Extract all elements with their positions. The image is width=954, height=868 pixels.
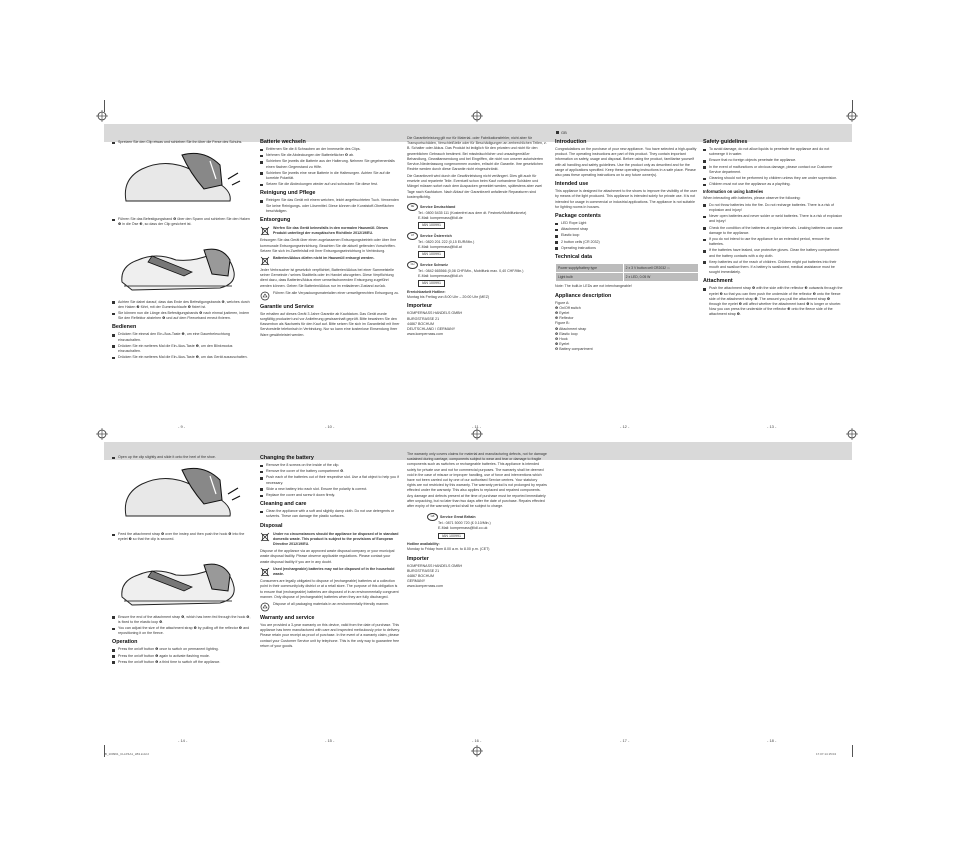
service-mail: E-Mail: kompernass@lidl.ch (418, 274, 463, 279)
list-item: Operating instructions (555, 246, 700, 251)
section-heading: Attachment (703, 278, 733, 285)
shoe-clip-figure (112, 149, 244, 213)
instruction-item: Press the on/off button ❶ a third time to switch off the appliance. (112, 660, 252, 665)
list-item: Cleaning should not be performed by children unless they are under supervision. (703, 176, 843, 181)
service-name: Service Österreich (420, 233, 452, 238)
hotline-hours: Monday to Friday from 8.00 a.m. to 8.00 p.m. (CET) (407, 547, 490, 552)
crossed-bin-icon (260, 226, 270, 236)
list-item: Attachment strap (555, 227, 700, 232)
paragraph: Die Garantieleistung gilt nur für Material- oder Fabrikationsfehler, nicht aber für Transportschäden, Verschleißteile oder für Beschädigungen an zerbrechlichen Teilen, z. B. Schalter oder Akkus. Das Produkt ist lediglich für den privaten und nicht für den gewerblichen Gebrauch bestimmt. Bei missbräuchlicher und unsachgemäßer Behandlung, Gewaltanwendung und bei Eingriffen, die nicht von unserer autorisierten Service-Niederlassung vorgenommen wurden, erlischt die Garantie. Ihre gesetzlichen Rechte werden durch diese Garantie nicht eingeschränkt. (407, 136, 547, 172)
battery-warning (260, 567, 400, 577)
service-tel: Tel.: 0800 5435 111 (Kostenfrei aus dem dt. Festnetz/Mobilfunknetz) (418, 210, 527, 215)
service-mail: E-Mail: kompernass@lidl.co.uk (438, 526, 488, 531)
crop-mark (104, 100, 105, 112)
registration-mark-mid-center (471, 428, 483, 440)
table-cell: 2 x LED, 0.05 W (623, 273, 698, 282)
service-mail: E-Mail: kompernass@lidl.de (418, 216, 463, 221)
warning-text: Werfen Sie das Gerät keinesfalls in den normalen Hausmüll. Dieses Produkt unterliegt der europäischen Richtlinie 2012/19/EU. (273, 226, 388, 236)
list-item: If the batteries have leaked, use protective gloves. Clean the battery compartment and the battery contacts with a dry cloth. (703, 248, 843, 258)
instruction-item: Press the on/off button ❶ again to activate flashing mode. (112, 654, 252, 659)
importer-line: KOMPERNASS HANDELS GMBH (407, 563, 463, 568)
section-heading: Safety guidelines (703, 139, 748, 145)
part-item: ❹ Attachment strap (555, 326, 587, 331)
technical-data-table (555, 263, 699, 282)
page-15-column (260, 452, 400, 651)
section-heading: Cleaning and care (260, 501, 307, 508)
crop-mark (852, 745, 853, 757)
ian-box: IAN 100991 (418, 251, 445, 258)
paragraph: This appliance is designed for attachment to the shoes to improve the visibility of the user by means of the light produced. This appliance is intended solely for private use. It is not intended for usage in commercial or industrial applications. The appliance is not suitable for lighting rooms in houses. (555, 189, 698, 209)
instruction-item: Achten Sie dabei darauf, dass das Ende des Befestigungsbands ❻, welches durch den Haken ❼ führt, mit der Gummischlaufe ❺ fixiert ist. (112, 300, 252, 310)
page-number: - 15 - (325, 738, 335, 743)
hotline-label: Erreichbarkeit Hotline: (407, 289, 446, 294)
registration-mark-top-left (96, 110, 108, 122)
table-cell: 2 x 3 V button cell CR2032 ⎓ (623, 264, 698, 273)
importer-line: DEUTSCHLAND / GERMANY (407, 326, 456, 331)
recycling-note (260, 602, 400, 612)
part-item: ❺ Elastic loop (555, 331, 578, 336)
section-heading: Changing the battery (260, 455, 314, 461)
warning-text: Under no circumstances should the appliance be disposed of in standard domestic waste. This product is subject to the provisions of European Directive 2012/19/EU. (273, 531, 399, 547)
subheading: Information on using batteries (703, 189, 764, 195)
importer-line: 44867 BOCHUM (407, 321, 434, 326)
paragraph: Dispose of the appliance via an approved waste disposal company or your municipal waste disposal facility. Please observe applicable regulations. Please contact your waste disposal facility if you are in any doubt. (260, 549, 395, 564)
crossed-bin-icon (260, 256, 270, 266)
section-heading: Operation (112, 639, 138, 646)
file-slug: IB_100991_CLLP4A1_LB3.indd 2 (104, 752, 150, 756)
list-item: Ensure that no foreign objects penetrate the appliance. (703, 158, 843, 163)
part-item: ❷ Eyelet (555, 311, 570, 316)
part-item: ❻ Hook (555, 337, 568, 342)
paragraph: When interacting with batteries, please observe the following: (703, 196, 801, 201)
section-heading: Package contents (555, 213, 601, 220)
list-item: Replace the cover and screw it down firmly. (260, 493, 400, 498)
table-cell: Power supply/battery type (556, 264, 624, 273)
page-number: - 11 - (472, 424, 482, 429)
service-mail: E-Mail: kompernass@lidl.at (418, 245, 462, 250)
list-item: Check the condition of the batteries at regular intervals. Leaking batteries can cause damage to the appliance. (703, 226, 843, 236)
service-at (407, 232, 547, 258)
figure-label: Figure B: (555, 321, 570, 326)
table-row (556, 264, 699, 273)
instruction-item: Führen Sie das Befestigungsband ❻ über den Spann und schieben Sie den Haken ❼ in die Öse ❸, so dass der Clip gesichert ist. (112, 217, 252, 227)
section-heading: Importeur (407, 303, 433, 310)
section-heading: Batterie wechseln (260, 139, 306, 145)
section-heading: Technical data (555, 254, 593, 261)
service-name: Service Deutschland (420, 204, 456, 209)
section-heading: Disposal (260, 522, 283, 529)
section-heading: Reinigung und Pflege (260, 190, 316, 197)
language-tag: GB (556, 130, 567, 135)
importer-line: 44867 BOCHUM (407, 574, 434, 579)
importer-line: BURGSTRASSE 21 (407, 316, 440, 321)
paragraph: Congratulations on the purchase of your new appliance. You have selected a high-quality product. The operating instructions are part of this product. They contain important information on safety, usage and disposal. Before using the product, familiarise yourself with all handling and safety guidelines. Use the product only as described and for the range of applications specified. Keep these operating instructions in a safe place. Please also pass these operating instructions on to any future owner(s). (555, 147, 697, 178)
ian-box: IAN 100991 (418, 222, 445, 229)
recycling-icon (260, 602, 270, 612)
page-number: - 17 - (620, 738, 630, 743)
importer-line: GERMANY (407, 579, 426, 584)
page-number: - 16 - (472, 738, 482, 743)
note: Note: The built-in LEDs are not interchangeable! (555, 284, 632, 289)
list-item: Children must not use the appliance as a plaything. (703, 182, 843, 187)
list-item: Remove the 8 screws on the inside of the clip. (260, 463, 400, 468)
recycling-icon (260, 291, 270, 301)
page-number: - 12 - (620, 424, 630, 429)
warning-text: Dispose of all packaging materials in an environmentally friendly manner. (273, 602, 390, 607)
instruction-item: Open up the clip slightly and slide it onto the heel of the shoe. (112, 455, 252, 460)
instruction-item: Drücken Sie ein weiteres Mal die Ein-/Aus-Taste ❶, um das Gerät auszuschalten. (112, 355, 252, 360)
list-item: Entfernen Sie die 8 Schrauben an der Innenseite des Clips. (260, 147, 400, 152)
hotline-hours: Montag bis Freitag von 8:00 Uhr – 20:00 Uhr (MEZ) (407, 295, 490, 300)
list-item: To avoid damage, do not allow liquids to penetrate the appliance and do not submerge it in water. (703, 147, 843, 157)
list-item: Reinigen Sie das Gerät mit einem weichen, leicht angefeuchteten Tuch. Verwenden Sie keine Reinigungs- oder Lösemittel. Diese können die Kunststoff-Oberflächen beschädigen. (260, 198, 400, 214)
list-item: Elastic loop (555, 233, 700, 238)
instruction-item: Press the on/off button ❶ once to switch on permanent lighting. (112, 647, 252, 652)
page-number: - 13 - (767, 424, 777, 429)
list-item: Setzen Sie die Abdeckungen wieder auf und schrauben Sie diese fest. (260, 182, 400, 187)
service-name: Service Schweiz (420, 262, 448, 267)
service-tel: Tel.: 0820 201 222 (0,15 EUR/Min.) (418, 239, 475, 244)
instruction-item: Ensure the end of the attachment strap ❹, which has been fed through the hook ❻, is fixed to the elastic loop ❺. (112, 615, 252, 625)
page-11-column (407, 136, 547, 337)
section-heading: Introduction (555, 139, 587, 145)
part-item: ❽ Battery compartment (555, 347, 593, 352)
page-12-column (555, 136, 700, 353)
importer-line: www.kompernass.com (407, 332, 443, 337)
shoe-strap-figure (112, 547, 244, 611)
list-item: Nehmen Sie die Abdeckungen der Batteriefächer ❽ ab. (260, 153, 400, 158)
crossed-bin-icon (260, 532, 270, 542)
instruction-item: Drücken Sie einmal den Ein-/Aus-Taste ❶, um eine Dauerbeleuchtung einzuschalten. (112, 332, 252, 342)
country-badge: DE (407, 203, 418, 211)
importer-line: KOMPERNASS HANDELS GMBH (407, 311, 463, 316)
section-heading: Appliance description (555, 292, 612, 299)
battery-warning (260, 256, 400, 266)
page-14-column (112, 455, 252, 666)
registration-mark-mid-left (96, 428, 108, 440)
section-heading: Warranty and service (260, 615, 315, 622)
warning-text: Used (rechargeable) batteries may not be disposed of in the household waste. (273, 566, 395, 577)
paragraph: Die Garantiezeit wird durch die Gewährleistung nicht verlängert. Dies gilt auch für ersetzte und reparierte Teile. Eventuell schon beim Kauf vorhandene Schäden und Mängel müssen sofort nach dem Auspacken gemeldet werden, spätestens aber zwei Tage nach Kaufdatum. Nach Ablauf der Garantiezeit anfallende Reparaturen sind kostenpflichtig. (407, 173, 543, 199)
registration-mark-bottom-center (471, 745, 483, 757)
part-item: ❸ Reflector (555, 316, 574, 321)
paragraph: You are provided a 3-year warranty on this device, valid from the date of purchase. This appliance has been manufactured with care and inspected meticulously prior to delivery. Please retain your receipt as proof of purchase. In the event of a warranty claim, please contact your Customer Service unit by telephone. This is the only way to guarantee free return of your goods. (260, 623, 400, 648)
section-heading: Garantie und Service (260, 303, 314, 310)
list-item: Remove the cover of the battery compartment ❽. (260, 469, 400, 474)
service-gb (427, 513, 547, 539)
page-13-column (703, 136, 843, 319)
page-number: - 10 - (325, 424, 335, 429)
shoe-clip-figure (112, 464, 244, 528)
ian-box: IAN 100991 (438, 533, 465, 540)
page-number: - 18 - (767, 738, 777, 743)
list-item: LED Rope Light (555, 221, 700, 226)
service-de (407, 203, 547, 229)
page-16-column (407, 452, 547, 590)
list-item: Do not throw batteries into the fire. Do not recharge batteries. There is a risk of explosion and injury! (703, 203, 843, 213)
list-item: Schieben Sie jeweils eine neue Batterie in die Halterungen. Achten Sie auf die korrekte Polarität. (260, 171, 400, 181)
page-10-column (260, 136, 400, 339)
list-item: In the event of malfunctions or obvious damage, please contact our Customer Service department. (703, 165, 843, 175)
table-row (556, 273, 699, 282)
ian-box: IAN 100991 (418, 280, 445, 287)
list-item: 2 button cells (CR 2032) (555, 240, 700, 245)
paragraph: Consumers are legally obligated to dispose of (rechargeable) batteries at a collection point in their community/city district or at a retail store. The purpose of this obligation is to ensure that (rechargeable) batteries are disposed of in an environmentally congruent manner. Only dispose of (rechargeable) batteries when they are fully discharged. (260, 579, 399, 599)
list-item: If you do not intend to use the appliance for an extended period, remove the batteries. (703, 237, 843, 247)
crop-mark (852, 100, 853, 112)
service-tel: Tel.: 0842 665566 (0,08 CHF/Min., Mobilfunk max. 0,40 CHF/Min.) (418, 268, 524, 273)
part-item: ❶ On/Off switch (555, 305, 581, 310)
print-timestamp: 17.07.14 15:04 (816, 752, 837, 756)
country-badge: AT (407, 232, 418, 240)
paragraph: The warranty only covers claims for material and manufacturing defects, not for damage sustained during carriage, components subject to wear and tear or damage to fragile components such as switches or rechargeable batteries. This appliance is intended solely for private use and not for commercial purposes. The warranty shall be deemed void in the case of misuse or improper handling, use of force and interventions which have not been carried out by one of our authorised Service centres. Your statutory rights are not restricted by this warranty. The warranty period is not prolonged by repairs effected under the warranty. This also applies to replaced and repaired components. Any damage and defects present at the time of purchase must be reported immediately after unpacking, but no later than two days after the date of purchase. Repairs effected after expiry of the warranty period shall be subject to charge. (407, 452, 547, 509)
section-heading: Entsorgung (260, 217, 291, 224)
section-heading: Importer (407, 555, 429, 562)
country-badge: CH (407, 261, 418, 269)
registration-mark-mid-right (846, 428, 858, 440)
weee-warning (260, 532, 400, 548)
page-9-column (112, 140, 252, 361)
instruction-item: Sie können nun die Länge des Befestigungsbands ❻ nach einmal justieren, indem Sie den Reflektor abziehen ❹ und auf dem Fleeceband erneut fixieren. (112, 311, 252, 321)
service-ch (407, 261, 547, 287)
instruction-item: Spreizen Sie den Clip etwas und schieben Sie ihn über die Ferse des Schuhs. (112, 140, 252, 145)
instruction-item: Drücken Sie ein weiteres Mal die Ein-/Aus-Taste ❶, um den Blinkmodus einzuschalten. (112, 344, 252, 354)
warning-text: Führen Sie alle Verpackungsmaterialien einer umweltgerechten Entsorgung zu. (273, 290, 400, 295)
instruction-item: You can adjust the size of the attachment strap ❹ by pulling off the reflector ❸ and repositioning it on the fleece. (112, 626, 252, 636)
paragraph: Sie erhalten auf dieses Gerät 3 Jahre Garantie ab Kaufdatum. Das Gerät wurde sorgfältig produziert und vor Anlieferung gewissenhaft geprüft. Bitte bewahren Sie den Kassenbon als Nachweis für den Kauf auf. Bitte setzen Sie sich im Garantiefall mit Ihrer Servicestelle telefonisch in Verbindung. Nur so kann eine kostenlose Einsendung Ihrer Ware gewährleistet werden. (260, 311, 400, 337)
warning-text: Batterien/Akkus dürfen nicht im Hausmüll entsorgt werden. (273, 256, 375, 261)
paragraph: Entsorgen Sie das Gerät über einen zugelassenen Entsorgungsbetrieb oder über Ihre kommunale Entsorgungseinrichtung. Beachten Sie die aktuell geltenden Vorschriften. Setzen Sie sich im Zweifelsfall mit Ihrer Entsorgungseinrichtung in Verbindung. (260, 238, 397, 253)
importer-line: www.kompernass.com (407, 584, 443, 589)
importer-line: BURGSTRASSE 21 (407, 568, 440, 573)
list-item: Clean the appliance with a soft and slightly damp cloth. Do not use detergents or solvents. These can damage the plastic surfaces. (260, 509, 400, 519)
hotline-label: Hotline availability: (407, 542, 440, 547)
registration-mark-top-center (471, 110, 483, 122)
page-number: - 9 - (178, 424, 186, 429)
paragraph: Jeder Verbraucher ist gesetzlich verpflichtet, Batterien/Akkus bei einer Sammelstelle seiner Gemeinde / seines Stadtteils oder im Handel abzugeben. Diese Verpflichtung dient dazu, dass Batterien/Akkus einer umweltschonenden Entsorgung zugeführt werden können. Geben Sie Batterien/Akkus nur im entladenen Zustand zurück. (260, 268, 395, 288)
instruction-item: Feed the attachment strap ❹ over the instep and then push the hook ❻ into the eyelet ❼ so that the clip is secured. (112, 532, 252, 542)
crossed-bin-icon (260, 567, 270, 577)
table-cell: Light bulb (556, 273, 624, 282)
list-item: Never open batteries and never solder or weld batteries. There is a risk of explosion and injury! (703, 214, 843, 224)
figure-label: Figure A: (555, 300, 570, 305)
service-name: Service Great Britain (440, 515, 476, 520)
part-item: ❼ Eyelet (555, 342, 570, 347)
service-tel: Tel.: 0871 5000 720 (£ 0.10/Min.) (438, 521, 491, 526)
list-item: Keep batteries out of the reach of children. Children might put batteries into their mouth and swallow them. If a battery is swallowed, medical assistance must be sought immediately. (703, 260, 843, 276)
page-number: - 14 - (178, 738, 188, 743)
weee-warning (260, 226, 400, 236)
shoe-strap-figure (112, 232, 244, 296)
list-item: Schieben Sie jeweils die Batterie aus der Halterung. Nehmen Sie gegebenenfalls einen flachen Gegenstand zu Hilfe. (260, 159, 400, 169)
list-item: Push each of the batteries out of their respective slot. Use a flat object to help you if necessary. (260, 475, 400, 485)
list-item: Push the attachment strap ❹ with the side with the reflector ❸ outwards through the eyelet ❷ so that you can then push the underside of the reflector ❸ onto the fleece side of the attachment strap ❹. The amount you pull the attachment strap ❹ through the eyelet ❷ will affect whether the attachment band ❹ is longer or shorter. Now you can press the underside of the reflector ❸ onto the fleece side of the attachment strap ❹. (703, 286, 843, 317)
recycling-note (260, 291, 400, 301)
country-badge: GB (427, 513, 438, 521)
section-heading: Bedienen (112, 324, 137, 331)
list-item: Slide a new battery into each slot. Ensure the polarity is correct. (260, 487, 400, 492)
section-heading: Intended use (555, 181, 589, 188)
